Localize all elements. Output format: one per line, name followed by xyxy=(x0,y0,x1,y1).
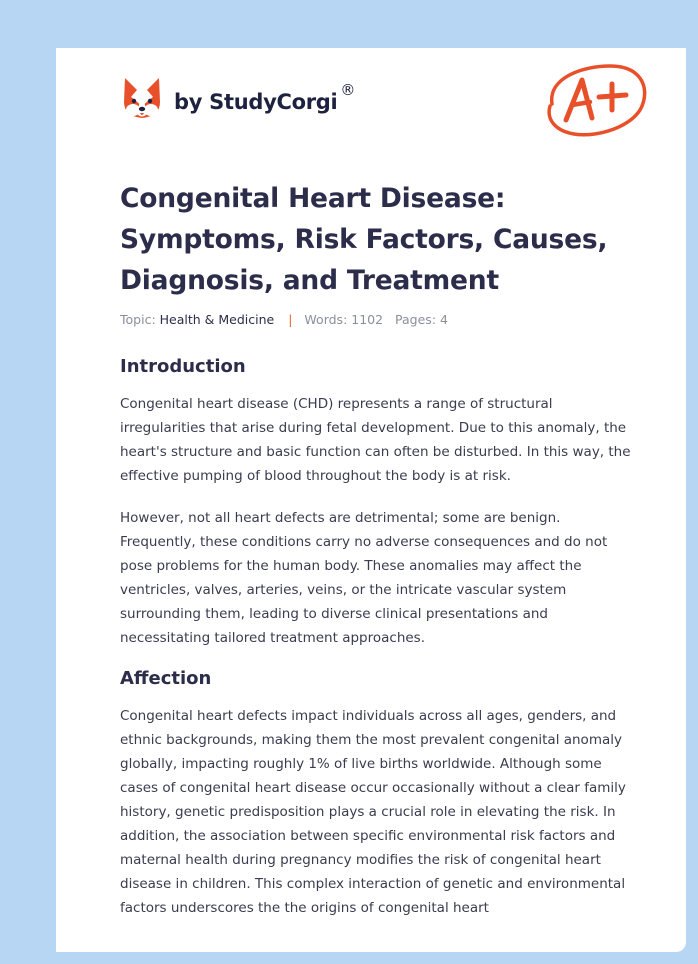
paragraph: However, not all heart defects are detrimental; some are benign. Frequently, these conditions carry no adverse consequences and do not pose problems for the human body. These anomalies may affect the ventricles, valves, arteries, veins, or the intricate vascular system surrounding them, leading to diverse clinical presentations and necessitating tailored treatment approaches. xyxy=(120,510,608,646)
document-meta xyxy=(120,312,448,327)
topic-link[interactable]: Health & Medicine xyxy=(159,312,275,327)
a-plus-grade-stamp xyxy=(538,60,650,140)
page-count: Pages: 4 xyxy=(395,312,448,327)
brand-name: by StudyCorgi xyxy=(174,90,338,114)
word-count: Words: 1102 xyxy=(304,312,384,327)
document-page xyxy=(56,48,686,952)
paragraph: Congenital heart defects impact individuals across all ages, genders, and ethnic backgrounds, making them the most prevalent congenital anomaly globally, impacting roughly 1% of live births worldwide. Although some cases of congenital heart disease occur occasionally without a clear family history, genetic predisposition plays a crucial role in elevating the risk. In addition, the association between specific environmental risk factors and maternal health during pregnancy modifies the risk of congenital heart disease in children. This complex interaction of genetic and environmental factors underscores the the origins of congenital heart xyxy=(120,708,626,916)
corgi-logo-icon xyxy=(122,76,162,120)
topic-label: Topic: xyxy=(120,312,156,327)
section-heading-introduction: Introduction xyxy=(120,356,246,377)
meta-separator: | xyxy=(288,312,293,327)
document-title: Congenital Heart Disease: Symptoms, Risk Factors, Causes, Diagnosis, and Treatment xyxy=(120,183,608,296)
registered-mark: ® xyxy=(340,81,356,99)
paragraph: Congenital heart disease (CHD) represents a range of structural irregularities that arise during fetal development. Due to this anomaly, the heart's structure and basic function can often be disturbed. In this way, the effective pumping of blood throughout the body is at risk. xyxy=(120,396,631,484)
section-heading-affection: Affection xyxy=(120,668,212,689)
brand-header[interactable] xyxy=(122,76,355,120)
document-body xyxy=(120,356,640,920)
